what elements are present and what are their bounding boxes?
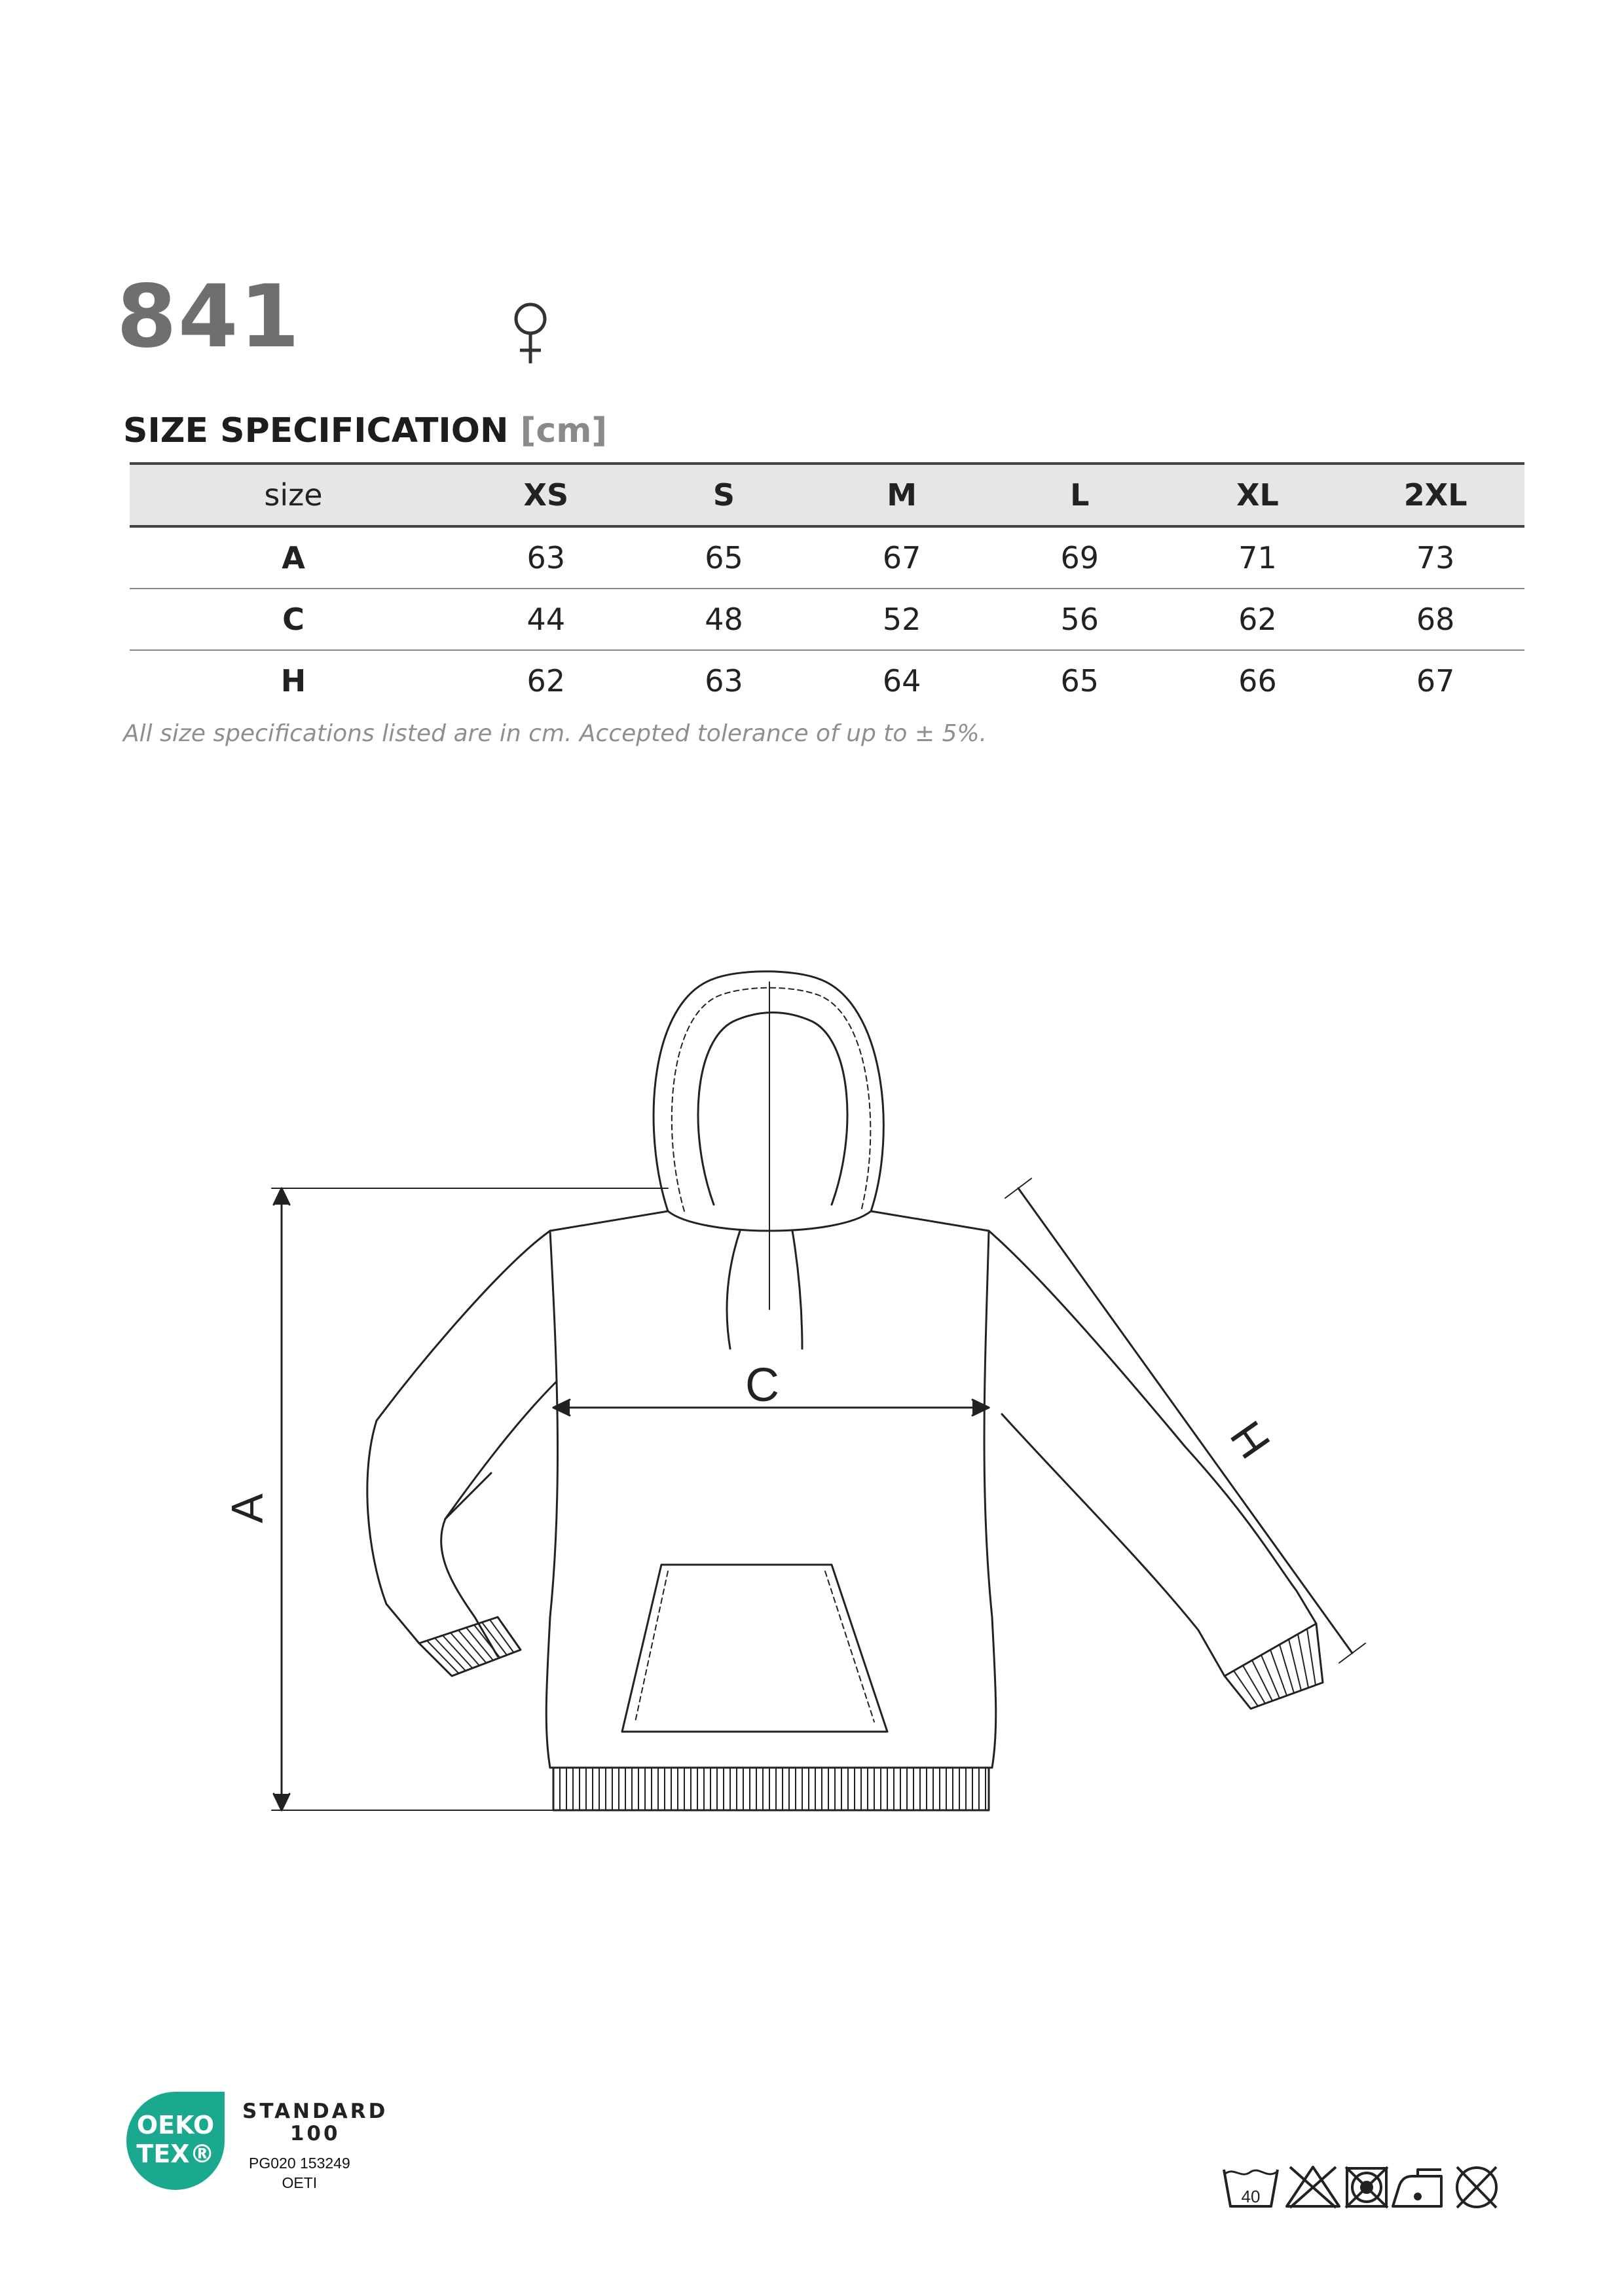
table-cell: 44 xyxy=(457,589,635,650)
oeko-code xyxy=(249,2154,350,2193)
table-cell: 65 xyxy=(1060,663,1099,699)
cuff-stripe xyxy=(1261,1655,1280,1698)
tolerance-note: All size specifications listed are in cm. Accepted tolerance of up to ± 5%. xyxy=(123,720,987,747)
table-cell: 66 xyxy=(1238,663,1277,699)
wash-40-icon xyxy=(1224,2170,1278,2206)
spec-title xyxy=(123,411,607,450)
cuff-stripe xyxy=(1225,1676,1251,1709)
cuff-stripe xyxy=(1298,1634,1308,1688)
table-cell: 68 xyxy=(1346,589,1524,650)
dimension-a xyxy=(272,1188,668,1810)
cuff-stripe xyxy=(1252,1660,1272,1701)
table-cell: 48 xyxy=(635,589,813,650)
oeko-standard xyxy=(242,2100,388,2145)
oeko-logo-text xyxy=(123,2111,228,2168)
table-header-row xyxy=(130,464,1524,526)
do-not-tumble-dry-icon xyxy=(1346,2167,1388,2208)
oeko-logo-line1: OEKO xyxy=(136,2111,215,2140)
oeko-logo-line2: TEX® xyxy=(136,2139,215,2168)
do-not-dry-clean-icon xyxy=(1457,2167,1496,2208)
header-s: S xyxy=(635,464,813,526)
wash-temperature: 40 xyxy=(1241,2187,1261,2206)
oeko-standard-number: 100 xyxy=(289,2122,341,2146)
header-2xl: 2XL xyxy=(1346,464,1524,526)
row-label: H xyxy=(280,663,306,699)
row-label: C xyxy=(130,589,457,650)
table-cell: 56 xyxy=(991,589,1169,650)
cuff-stripe xyxy=(419,1643,452,1676)
cuff-stripe xyxy=(1234,1671,1258,1706)
table-cell: 63 xyxy=(705,663,743,699)
table-cell: 65 xyxy=(635,526,813,589)
spec-unit: [cm] xyxy=(520,411,608,450)
row-label: A xyxy=(130,526,457,589)
cuff-stripe xyxy=(498,1617,521,1650)
oeko-code-line2: OETI xyxy=(282,2174,318,2191)
dimension-h xyxy=(1005,1178,1365,1663)
table-cell: 62 xyxy=(1169,589,1347,650)
table-cell: 63 xyxy=(457,526,635,589)
cuff-stripe xyxy=(1307,1629,1316,1685)
table-cell: 62 xyxy=(526,663,566,699)
table-row xyxy=(130,526,1524,589)
table-cell: 67 xyxy=(813,526,991,589)
cuff-stripe xyxy=(1270,1650,1287,1696)
table-cell: 67 xyxy=(1416,663,1455,699)
cuff-stripe xyxy=(1316,1624,1323,1683)
header-xl: XL xyxy=(1169,464,1347,526)
iron-low-icon xyxy=(1393,2170,1441,2206)
header-size: size xyxy=(130,464,457,526)
table-row xyxy=(130,650,1524,711)
table-cell: 64 xyxy=(882,663,921,699)
oeko-code-line1: PG020 153249 xyxy=(249,2155,350,2172)
cuff-stripe xyxy=(1243,1666,1265,1704)
table-cell: 69 xyxy=(991,526,1169,589)
hoodie-outline xyxy=(367,972,1323,1810)
hoodie-diagram xyxy=(216,962,1460,1833)
table-cell: 71 xyxy=(1169,526,1347,589)
spec-title-text: SIZE SPECIFICATION xyxy=(123,411,509,450)
header-xs: XS xyxy=(457,464,635,526)
model-number: 841 xyxy=(117,266,301,367)
female-symbol-icon xyxy=(504,298,557,370)
table-cell: 73 xyxy=(1346,526,1524,589)
size-table xyxy=(130,462,1524,711)
care-icons xyxy=(1221,2160,1522,2213)
table-cell: 52 xyxy=(813,589,991,650)
oeko-standard-label: STANDARD xyxy=(242,2100,388,2123)
dimension-label-a: A xyxy=(222,1493,272,1523)
table-row xyxy=(130,589,1524,650)
dimension-label-h: H xyxy=(1221,1412,1280,1467)
header-l: L xyxy=(991,464,1169,526)
dimension-label-c: C xyxy=(745,1359,779,1412)
header-m: M xyxy=(813,464,991,526)
do-not-bleach-icon xyxy=(1287,2167,1339,2208)
